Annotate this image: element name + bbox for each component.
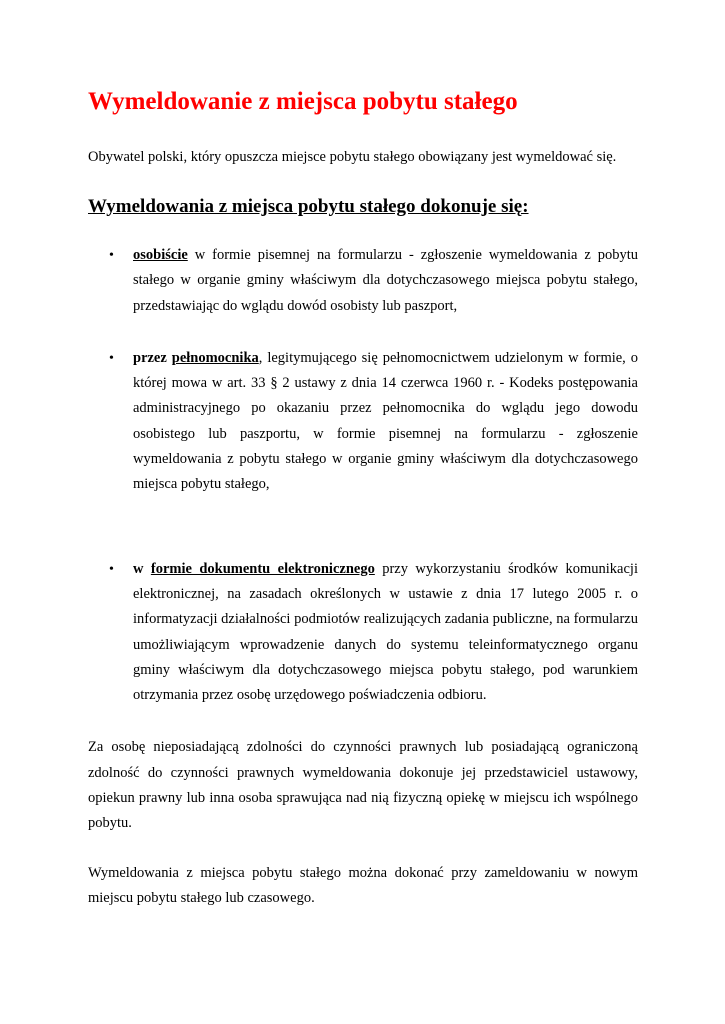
methods-list (88, 243, 638, 708)
list-item-electronic (88, 557, 638, 709)
intro-paragraph: Obywatel polski, który opuszcza miejsce pobytu stałego obowiązany jest wymeldować się. (88, 149, 617, 165)
bullet-icon: • (109, 561, 114, 577)
method-prefix-proxy: przez (133, 349, 172, 366)
list-item-in-person (88, 243, 638, 319)
bullet-icon: • (109, 350, 114, 366)
new-address-paragraph: Wymeldowania z miejsca pobytu stałego można dokonać przy zameldowaniu w nowym miejscu pobytu stałego lub czasowego. (88, 864, 638, 906)
list-item-proxy (88, 346, 638, 498)
page-title: Wymeldowanie z miejsca pobytu stałego (88, 88, 518, 115)
method-text-electronic: przy wykorzystaniu środków komunikacji elektronicznej, na zasadach określonych w ustawie z dnia 17 lutego 2005 r. o informatyzacji działalności podmiotów realizujących zadania publiczne, na formularzu umożliwiającym wprowadzenie danych do systemu teleinformatycznego organu gminy właściwym dla dotychczasowego miejsca pobytu stałego, pod warunkiem otrzymania przez osobę urzędowego poświadczenia odbioru. (133, 560, 638, 704)
method-lead-electronic: formie dokumentu elektronicznego (150, 560, 375, 577)
section-subtitle: Wymeldowania z miejsca pobytu stałego dokonuje się: (88, 196, 529, 217)
method-lead-proxy: pełnomocnika (171, 349, 259, 366)
method-prefix-electronic: w (133, 560, 151, 577)
incapacitated-paragraph: Za osobę nieposiadającą zdolności do czynności prawnych lub posiadającą ograniczoną zdolność do czynności prawnych wymeldowania dokonuje jej przedstawiciel ustawowy, opiekun prawny lub inna osoba sprawująca nad nią fizyczną opiekę w miejscu ich wspólnego pobytu. (88, 739, 638, 832)
method-text-proxy: , legitymującego się pełnomocnictwem udzielonym w formie, o której mowa w art. 33 § 2 ustawy z dnia 14 czerwca 1960 r. - Kodeks postępowania administracyjnego po okazaniu przez pełnomocnika do wglądu jego dowodu osobistego lub paszportu, w formie pisemnej na formularzu - zgłoszenie wymeldowania z pobytu stałego w organie gminy właściwym dla dotychczasowego miejsca pobytu stałego, (133, 349, 638, 493)
bullet-icon: • (109, 248, 114, 263)
method-lead-in-person: osobiście (133, 247, 188, 263)
method-text-in-person: w formie pisemnej na formularzu - zgłoszenie wymeldowania z pobytu stałego w organie gminy właściwym dla dotychczasowego miejsca pobytu stałego, przedstawiając do wglądu dowód osobisty lub paszport, (133, 247, 638, 314)
